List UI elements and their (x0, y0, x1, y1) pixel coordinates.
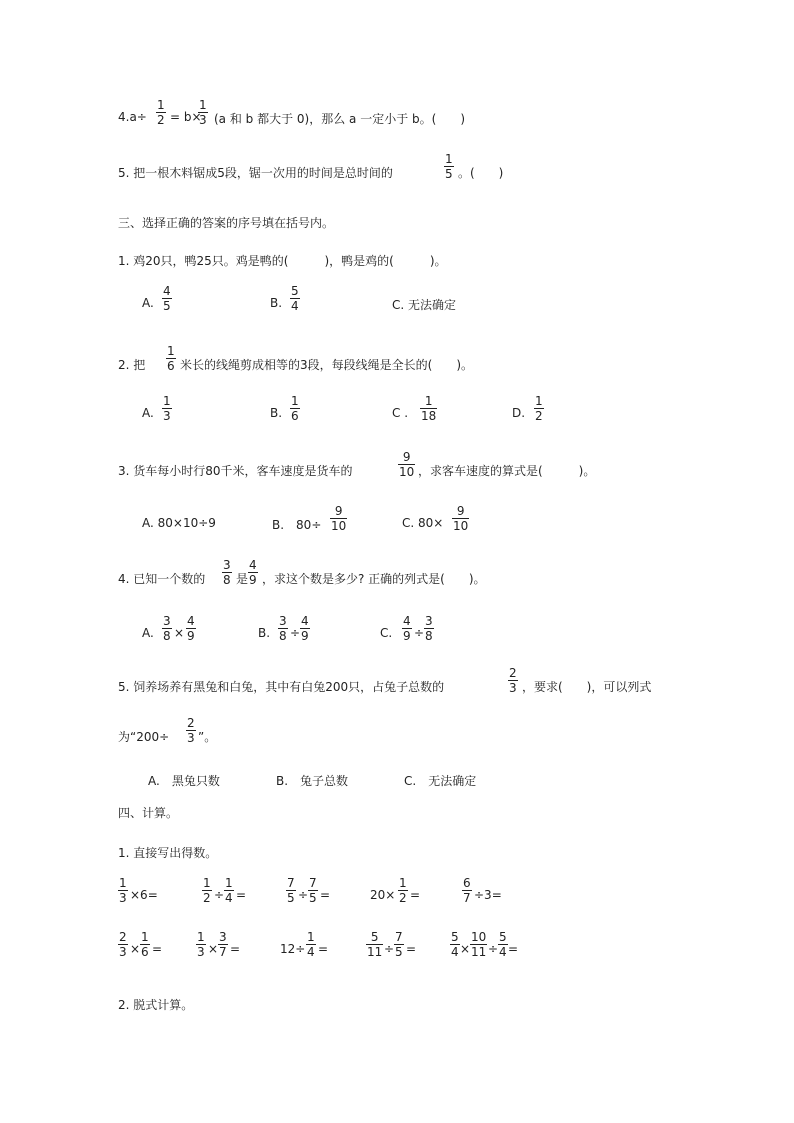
fraction: $\frac{5}{11}$ (367, 930, 383, 959)
fraction: $\frac{7}{5}$ (395, 930, 403, 959)
fraction: $\frac{1}{4}$ (225, 876, 233, 905)
fraction: $\frac{4}{9}$ (403, 614, 411, 643)
fraction: $\frac{1}{3}$ (119, 876, 127, 905)
judge-q4-text-2: = b× (170, 110, 202, 124)
fraction: $\frac{1}{3}$ (197, 930, 205, 959)
fraction: $\frac{2}{3}$ (509, 666, 517, 695)
fraction: $\frac{2}{3}$ (187, 716, 195, 745)
fraction: $\frac{4}{5}$ (163, 284, 171, 313)
judge-q5-text-1: 5. 把一根木料锯成5段，锯一次用的时间是总时间的 (118, 166, 393, 180)
fraction: $\frac{9}{10}$ (399, 450, 415, 479)
fraction: $\frac{3}{8}$ (163, 614, 171, 643)
fraction: $\frac{1}{3}$ (199, 98, 207, 127)
fraction: $\frac{3}{8}$ (223, 558, 231, 587)
fraction: $\frac{2}{3}$ (119, 930, 127, 959)
fraction: $\frac{1}{4}$ (307, 930, 315, 959)
fraction: $\frac{1}{6}$ (141, 930, 149, 959)
fraction: $\frac{9}{10}$ (331, 504, 347, 533)
judge-q5-text-2: 。( ) (458, 166, 504, 180)
judge-q4-text-1: 4.a÷ (118, 110, 147, 124)
fraction: $\frac{3}{8}$ (279, 614, 287, 643)
fraction: $\frac{3}{8}$ (425, 614, 433, 643)
fraction: $\frac{3}{7}$ (219, 930, 227, 959)
fraction: $\frac{5}{4}$ (499, 930, 507, 959)
fraction: $\frac{1}{5}$ (445, 152, 453, 181)
fraction: $\frac{1}{2}$ (157, 98, 165, 127)
fraction: $\frac{4}{9}$ (249, 558, 257, 587)
fraction: $\frac{1}{2}$ (399, 876, 407, 905)
fraction: $\frac{9}{10}$ (453, 504, 469, 533)
fraction: $\frac{1}{6}$ (291, 394, 299, 423)
fraction: $\frac{1}{6}$ (167, 344, 175, 373)
fraction: $\frac{7}{5}$ (287, 876, 295, 905)
fraction: $\frac{7}{5}$ (309, 876, 317, 905)
fraction: $\frac{6}{7}$ (463, 876, 471, 905)
fraction: $\frac{1}{2}$ (535, 394, 543, 423)
fraction: $\frac{1}{3}$ (163, 394, 171, 423)
worksheet-page: 4.a÷ $\frac{1}{2}$ = b× $\frac{1}{3}$ (a 和 b 都大于 0)，那么 a 一定小于 b。( ) 5. 把一根木料锯成5段，锯一次用的时间是总时间的 $\frac{1}{5}$ 。( ) 三、选择正确的答案的序号填在括号内。 1. 鸡20只，鸭25只。鸡是鸭的( )，鸭是鸡的( )。 A. $\frac{4}{5}$ B. $\frac{5}{4}$ C. 无法确定 2. 把 $\frac{1}{6}$ 米长的线绳剪成相等的3段，每段线绳是全长的( )。 A. $\frac{1}{3}$ B. $\frac{1}{6}$ C . $\frac{1}{18}$ D. $\frac{1}{2}$ 3. 货车每小时行80千米，客车速度是货车的 $\frac{9}{10}$ ，求客车速度的算式是( )。 A. 80×10÷9 B. 80÷ $\frac{9}{10}$ C. 80× $\frac{9}{10}$ 4. 已知一个数的 $\frac{3}{8}$ 是 $\frac{4}{9}$ ，求这个数是多少? 正确的列式是( )。 A. $\frac{3}{8}$ × $\frac{4}{9}$ B. $\frac{3}{8}$ ÷ $\frac{4}{9}$ C. $\frac{4}{9}$ ÷ $\frac{3}{8}$ 5. 饲养场养有黑兔和白兔，其中有白兔200只，占兔子总数的 $\frac{2}{3}$ ，要求( )，可以列式 为“200÷ $\frac{2}{3}$ ”。 A. 黑兔只数 B. 兔子总数 C. 无法确定 四、计算。 1. 直接写出得数。 $\frac{1}{3}$ ×6= $\frac{1}{2}$ ÷ $\frac{1}{4}$ = $\frac{7}{5}$ ÷ $\frac{7}{5}$ = 20× $\frac{1}{2}$ = $\frac{6}{7}$ ÷3= $\frac{2}{3}$ × $\frac{1}{6}$ = $\frac{1}{3}$ × $\frac{3}{7}$ = 12÷ $\frac{1}{4}$ = $\frac{5}{11}$ ÷ $\frac{7}{5}$ = $\frac{5}{4}$ × $\frac{10}{11}$ ÷ $\frac{5}{4}$ = 2. 脱式计算。 (118, 98, 652, 1012)
fraction: $\frac{5}{4}$ (451, 930, 459, 959)
fraction: $\frac{1}{18}$ (421, 394, 437, 423)
fraction: $\frac{4}{9}$ (187, 614, 195, 643)
fraction: $\frac{5}{4}$ (291, 284, 299, 313)
fraction: $\frac{4}{9}$ (301, 614, 309, 643)
judge-q4-text-3: (a 和 b 都大于 0)，那么 a 一定小于 b。( ) (214, 112, 466, 126)
fraction: $\frac{10}{11}$ (471, 930, 487, 959)
fraction: $\frac{1}{2}$ (203, 876, 211, 905)
